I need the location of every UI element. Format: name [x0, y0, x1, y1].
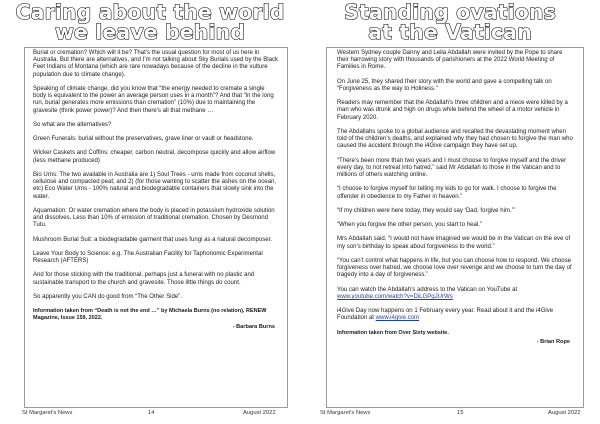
author-signature: - Brian Rope	[536, 339, 570, 346]
i4give-text: i4Give Day now happens on 1 February every year. Read about it and the i4Give Foundation at	[337, 308, 554, 322]
paragraph: Wicker Caskets and Coffins: cheaper, carbon neutral, decompose quickly and allow airflow (less methane produced)	[33, 150, 276, 164]
author-signature: - Barbara Burns	[232, 323, 275, 330]
paragraph: So what are the alternatives?	[33, 121, 112, 128]
right-headline-line-2: at the Vatican	[368, 20, 532, 44]
paragraph: Mrs Abdallah said, “I would not have imagined we would be in the Vatican on the eve of my son’s birthday to speak about forgiveness to the world.”	[337, 236, 571, 250]
footer-page-number: 15	[457, 410, 464, 416]
i4give-link[interactable]: www.i4give.com	[375, 315, 420, 322]
footer-date: August 2022	[243, 410, 276, 416]
left-headline	[0, 2, 300, 42]
paragraph: So apparently you CAN do good from “The Other Side”.	[33, 293, 182, 300]
i4give-paragraph	[337, 308, 574, 322]
source-attribution: Information taken from “Death is not the end …” by Michaela Burns (no relation), RENEW Magazine, Issue 159, 2022.	[33, 308, 267, 321]
paragraph: Aquamation: Or water cremation where the body is placed in potassium hydroxide solution and dissolves. Less than 10% of emission of traditional cremation. Chosen by Desmond Tutu.	[33, 207, 275, 229]
youtube-text: You can watch the Abdallah’s address to the Vatican on YouTube at	[337, 286, 518, 293]
footer-publication: St Margaret's News	[22, 410, 73, 416]
source-attribution: Information taken from Over Sixty website.	[337, 329, 449, 336]
footer-publication: St Margaret's News	[320, 410, 371, 416]
paragraph: “I choose to forgive myself for telling my kids to go for walk. I choose to forgive the offender in obedience to my Father in heaven.”	[337, 186, 557, 200]
paragraph: Burial or cremation? Which will it be? That’s the usual question for most of us here in Australia. But there are alternatives, and I’m not talking about Sky Burials used by the Black Feet Indians of Montana (which are rare nowadays because of the decline in the vulture population due to climate change).	[33, 50, 279, 78]
paragraph: “There’s been more than two years and I must choose to forgive myself and the driver every day, to not retreat into hatred,” said Mr Abdallah to those in the Vatican and to millions of others watching online.	[337, 157, 567, 179]
youtube-link[interactable]: www.youtube.com/watch?v=DiLGPgJUrWs	[337, 293, 453, 300]
footer-date: August 2022	[548, 410, 581, 416]
paragraph: And for those sticking with the traditional, perhaps just a funeral with no plastic and sustainable transport to the church and gravesite. Those little things do count.	[33, 272, 255, 286]
paragraph: Speaking of climate change, did you know that “the energy needed to cremate a single body is equivalent to the power an average person uses in a month”? And that “in the long run, burial generates more emissions than cremation” (10%) due to maintaining the gravesite (think power power)? And then there’s all that methane …	[33, 85, 274, 114]
left-headline-line-1: Caring about the world	[15, 0, 285, 24]
paragraph: “You can’t control what happens in life, but you can choose how to respond. We choose forgiveness over hatred, we choose love over revenge and we choose to turn the day of tragedy into a day of forgiveness.”	[337, 257, 572, 279]
paragraph: “If my children were here today, they would say ‘Dad, forgive him.’”	[337, 207, 516, 214]
footer-page-number: 14	[148, 410, 155, 416]
paragraph: Leave Your Body to Science: e.g. The Australian Facility for Taphonomic Experimental Research (AFTERS)	[33, 250, 263, 265]
paragraph: The Abdallahs spoke to a global audience and recalled the devastating moment when told of the children’s deaths, and explained why they had chosen to forgive the man who caused the accident through the i4Give campaign they have set up.	[337, 128, 573, 150]
paragraph: “When you forgive the other person, you start to heal.”	[337, 222, 482, 229]
paragraph: On June 25, they shared their story with the world and gave a compelling talk on “Forgiveness as the way to Holiness.”	[337, 78, 552, 92]
paragraph: Western Sydney couple Danny and Leila Abdallah were invited by the Pope to share their harrowing story with thousands of parishioners at the 2022 World Meeting of Families in Rome.	[337, 50, 563, 71]
paragraph: Green Funerals: burial without the preservatives, grave liner or vault or headstone.	[33, 136, 254, 143]
right-headline	[300, 2, 600, 42]
paragraph: Mushroom Burial Suit: a biodegradable garment that uses fungi as a natural decomposer.	[33, 236, 272, 243]
paragraph: Readers may remember that the Abdallah’s three children and a niece were killed by a man who was drunk and high on drugs while behind the wheel of a motor vehicle in February 2020.	[337, 100, 568, 121]
paragraph: Bio Urns: The two available in Australia are 1) Soul Trees - urns made from coconut shells, cellulose and compacted peat; and 2) (for those wanting to scatter the ashes on the ocean, etc) Eco Water Urns - 100% natural and biodegradable containers that slowly sink into the water.	[33, 171, 277, 200]
right-article-body	[337, 50, 574, 346]
right-headline-line-1: Standing ovations	[344, 0, 556, 24]
left-headline-line-2: we leave behind	[54, 20, 246, 44]
left-article-body	[33, 50, 279, 331]
youtube-paragraph	[337, 287, 574, 301]
